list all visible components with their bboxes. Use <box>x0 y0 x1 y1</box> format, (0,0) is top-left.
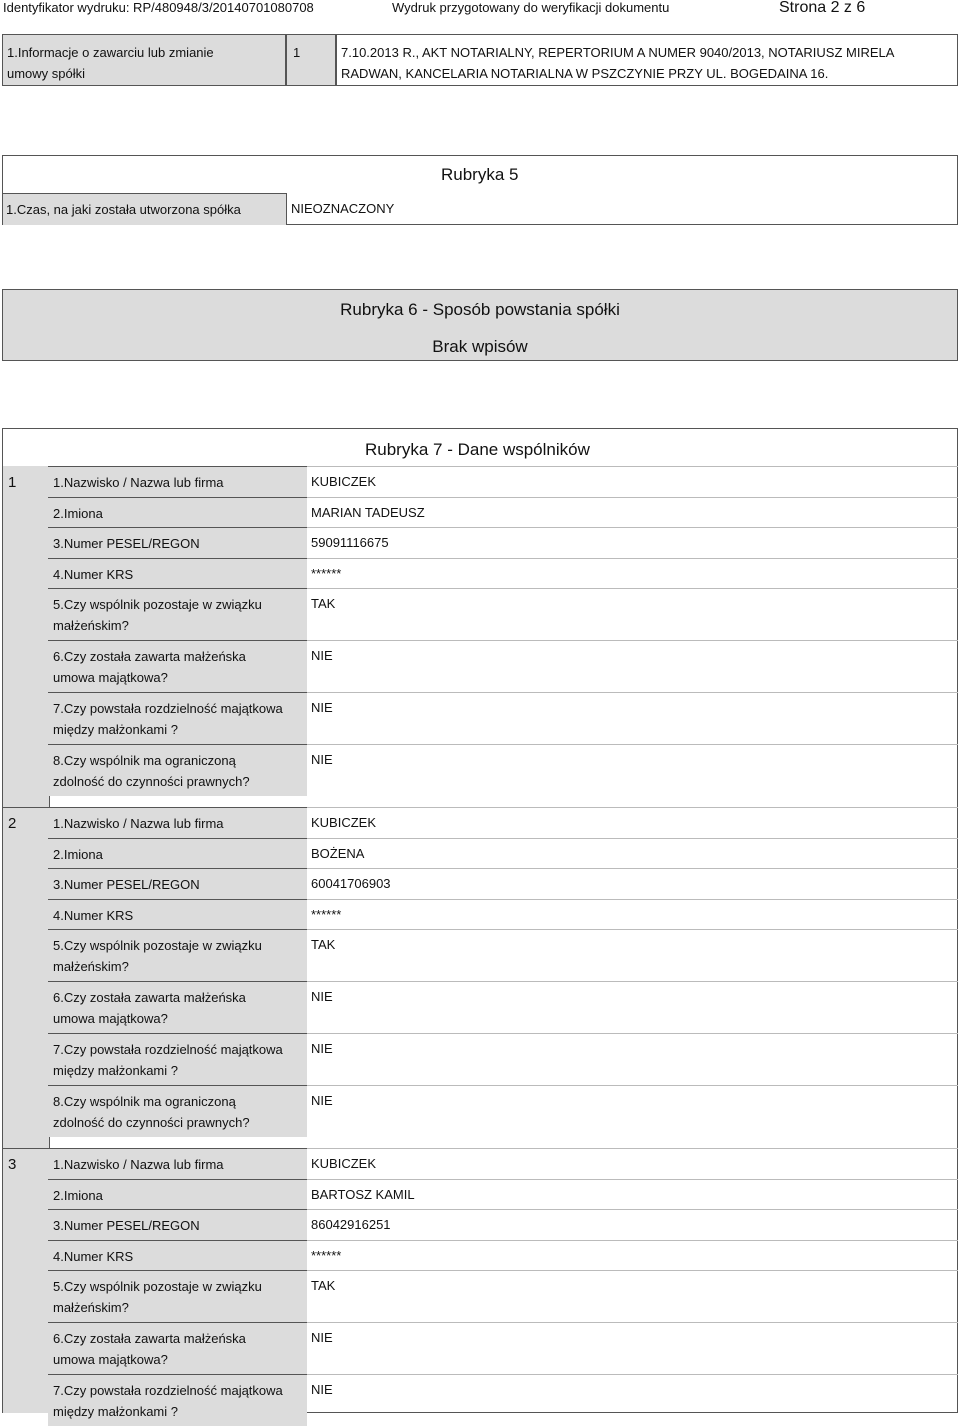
partner-field-q5-label-cell <box>48 588 307 640</box>
partner-field-nazwisko-label: 1.Nazwisko / Nazwa lub firma <box>53 475 224 490</box>
partner-field-krs-label: 4.Numer KRS <box>53 908 134 923</box>
partner-field-q7-value: NIE <box>311 1041 333 1056</box>
partner-field-pesel-label: 3.Numer PESEL/REGON <box>53 536 200 551</box>
row-line <box>307 1148 958 1149</box>
partner-number: 2 <box>8 815 17 832</box>
partner-field-q5-value: TAK <box>311 1278 336 1293</box>
partner-field-krs-value: ****** <box>311 1248 342 1263</box>
partner-field-nazwisko-value: KUBICZEK <box>311 474 377 489</box>
row-line <box>307 981 958 982</box>
contract-info-num: 1 <box>293 45 301 60</box>
partner-field-q6-value: NIE <box>311 1330 333 1345</box>
partner-field-q8-value: NIE <box>311 1093 333 1108</box>
partner-field-q7-label: 7.Czy powstała rozdzielność majątkowa między małżonkami ? <box>53 1042 283 1078</box>
partner-field-q6-label-cell <box>48 981 307 1033</box>
partner-field-pesel-value: 60041706903 <box>311 876 391 891</box>
partner-field-imiona-value: BARTOSZ KAMIL <box>311 1187 415 1202</box>
partner-field-q8-label-cell <box>48 744 307 796</box>
partner-field-imiona-label: 2.Imiona <box>53 847 103 862</box>
partner-field-imiona-label-cell <box>48 497 307 527</box>
partner-field-nazwisko-label-cell <box>48 807 307 838</box>
partner-field-imiona-label: 2.Imiona <box>53 506 103 521</box>
partner-field-q7-label-cell <box>48 1033 307 1085</box>
partner-field-q6-label: 6.Czy została zawarta małżeńska umowa majątkowa? <box>53 990 246 1026</box>
partner-separator <box>2 1148 48 1149</box>
partner-number: 1 <box>8 474 17 491</box>
partner-field-q6-label-cell <box>48 640 307 692</box>
page-number: Strona 2 z 6 <box>779 0 866 16</box>
partner-field-pesel-value: 86042916251 <box>311 1217 391 1232</box>
partner-field-krs-value: ****** <box>311 566 342 581</box>
rubryka5-value: NIEOZNACZONY <box>291 201 395 216</box>
partner-field-q7-value: NIE <box>311 1382 333 1397</box>
partner-field-krs-label-cell <box>48 1240 307 1270</box>
partner-field-pesel-label: 3.Numer PESEL/REGON <box>53 1218 200 1233</box>
row-line <box>307 868 958 869</box>
partner-field-q5-value: TAK <box>311 596 336 611</box>
partner-number: 3 <box>8 1156 17 1173</box>
partner-field-nazwisko-value: KUBICZEK <box>311 1156 377 1171</box>
partner-separator <box>2 807 48 808</box>
row-line <box>307 588 958 589</box>
partner-number-column <box>2 466 50 1413</box>
partner-field-imiona-label-cell <box>48 1179 307 1209</box>
row-line <box>307 1374 958 1375</box>
rubryka6-empty: Brak wpisów <box>432 337 528 356</box>
row-line <box>307 807 958 808</box>
row-line <box>307 838 958 839</box>
partner-field-q7-label-cell <box>48 1374 307 1426</box>
row-line <box>307 466 958 467</box>
partner-field-nazwisko-label: 1.Nazwisko / Nazwa lub firma <box>53 816 224 831</box>
row-line <box>307 1179 958 1180</box>
partner-field-nazwisko-label-cell <box>48 466 307 497</box>
partner-field-q6-label: 6.Czy została zawarta małżeńska umowa majątkowa? <box>53 1331 246 1367</box>
partner-field-q5-label: 5.Czy wspólnik pozostaje w związku małżeńskim? <box>53 938 262 974</box>
partner-field-pesel-label-cell <box>48 1209 307 1240</box>
row-line <box>307 640 958 641</box>
row-line <box>307 899 958 900</box>
rubryka5-label-cell <box>3 193 287 225</box>
contract-info-label: 1.Informacje o zawarciu lub zmianie umowy spółki <box>7 45 214 81</box>
partner-field-q6-label-cell <box>48 1322 307 1374</box>
row-line <box>307 1085 958 1086</box>
partner-field-imiona-value: MARIAN TADEUSZ <box>311 505 425 520</box>
partner-field-q8-value: NIE <box>311 752 333 767</box>
partner-field-pesel-label-cell <box>48 527 307 558</box>
partner-field-q5-value: TAK <box>311 937 336 952</box>
row-line <box>307 497 958 498</box>
partner-field-krs-label-cell <box>48 558 307 588</box>
row-line <box>307 1322 958 1323</box>
partner-field-krs-value: ****** <box>311 907 342 922</box>
partner-field-imiona-value: BOŻENA <box>311 846 365 861</box>
row-line <box>307 1209 958 1210</box>
row-line <box>307 744 958 745</box>
partner-field-nazwisko-value: KUBICZEK <box>311 815 377 830</box>
rubryka5-label: 1.Czas, na jaki została utworzona spółka <box>6 202 241 217</box>
row-line <box>307 1240 958 1241</box>
contract-info-num-cell <box>286 34 336 86</box>
row-line <box>307 692 958 693</box>
partner-field-q6-value: NIE <box>311 989 333 1004</box>
partner-field-pesel-label: 3.Numer PESEL/REGON <box>53 877 200 892</box>
partner-field-q7-label: 7.Czy powstała rozdzielność majątkowa między małżonkami ? <box>53 701 283 737</box>
partner-field-q7-value: NIE <box>311 700 333 715</box>
print-note: Wydruk przygotowany do weryfikacji dokumentu <box>392 0 670 15</box>
partner-field-krs-label-cell <box>48 899 307 929</box>
partner-field-krs-label: 4.Numer KRS <box>53 567 134 582</box>
partner-field-q8-label: 8.Czy wspólnik ma ograniczoną zdolność do czynności prawnych? <box>53 753 250 789</box>
rubryka6-title: Rubryka 6 - Sposób powstania spółki <box>340 300 620 319</box>
partner-field-q7-label-cell <box>48 692 307 744</box>
partner-field-q5-label-cell <box>48 929 307 981</box>
partner-field-nazwisko-label-cell <box>48 1148 307 1179</box>
row-line <box>307 929 958 930</box>
contract-info-label-cell <box>2 34 286 86</box>
row-line <box>307 558 958 559</box>
partner-field-q7-label: 7.Czy powstała rozdzielność majątkowa między małżonkami ? <box>53 1383 283 1419</box>
rubryka7-title: Rubryka 7 - Dane wspólników <box>365 440 590 459</box>
row-line <box>307 527 958 528</box>
partner-field-pesel-label-cell <box>48 868 307 899</box>
partner-field-q8-label: 8.Czy wspólnik ma ograniczoną zdolność do czynności prawnych? <box>53 1094 250 1130</box>
row-line <box>307 1033 958 1034</box>
partner-field-imiona-label-cell <box>48 838 307 868</box>
partner-field-q5-label: 5.Czy wspólnik pozostaje w związku małżeńskim? <box>53 597 262 633</box>
rubryka5-title: Rubryka 5 <box>441 165 519 184</box>
partner-field-q6-label: 6.Czy została zawarta małżeńska umowa majątkowa? <box>53 649 246 685</box>
partner-field-krs-label: 4.Numer KRS <box>53 1249 134 1264</box>
partner-field-q8-label-cell <box>48 1085 307 1137</box>
partner-field-q6-value: NIE <box>311 648 333 663</box>
partner-field-imiona-label: 2.Imiona <box>53 1188 103 1203</box>
partner-field-q5-label-cell <box>48 1270 307 1322</box>
partner-field-pesel-value: 59091116675 <box>311 535 389 550</box>
partner-field-nazwisko-label: 1.Nazwisko / Nazwa lub firma <box>53 1157 224 1172</box>
contract-info-value-cell <box>336 34 958 86</box>
row-line <box>307 1270 958 1271</box>
contract-info-value: 7.10.2013 R., AKT NOTARIALNY, REPERTORIUM A NUMER 9040/2013, NOTARIUSZ MIRELA RADWAN, KANCELARIA NOTARIALNA W PSZCZYNIE PRZY UL. BOGEDAINA 16. <box>341 45 894 81</box>
partner-field-q5-label: 5.Czy wspólnik pozostaje w związku małżeńskim? <box>53 1279 262 1315</box>
print-id: Identyfikator wydruku: RP/480948/3/20140701080708 <box>3 0 314 15</box>
